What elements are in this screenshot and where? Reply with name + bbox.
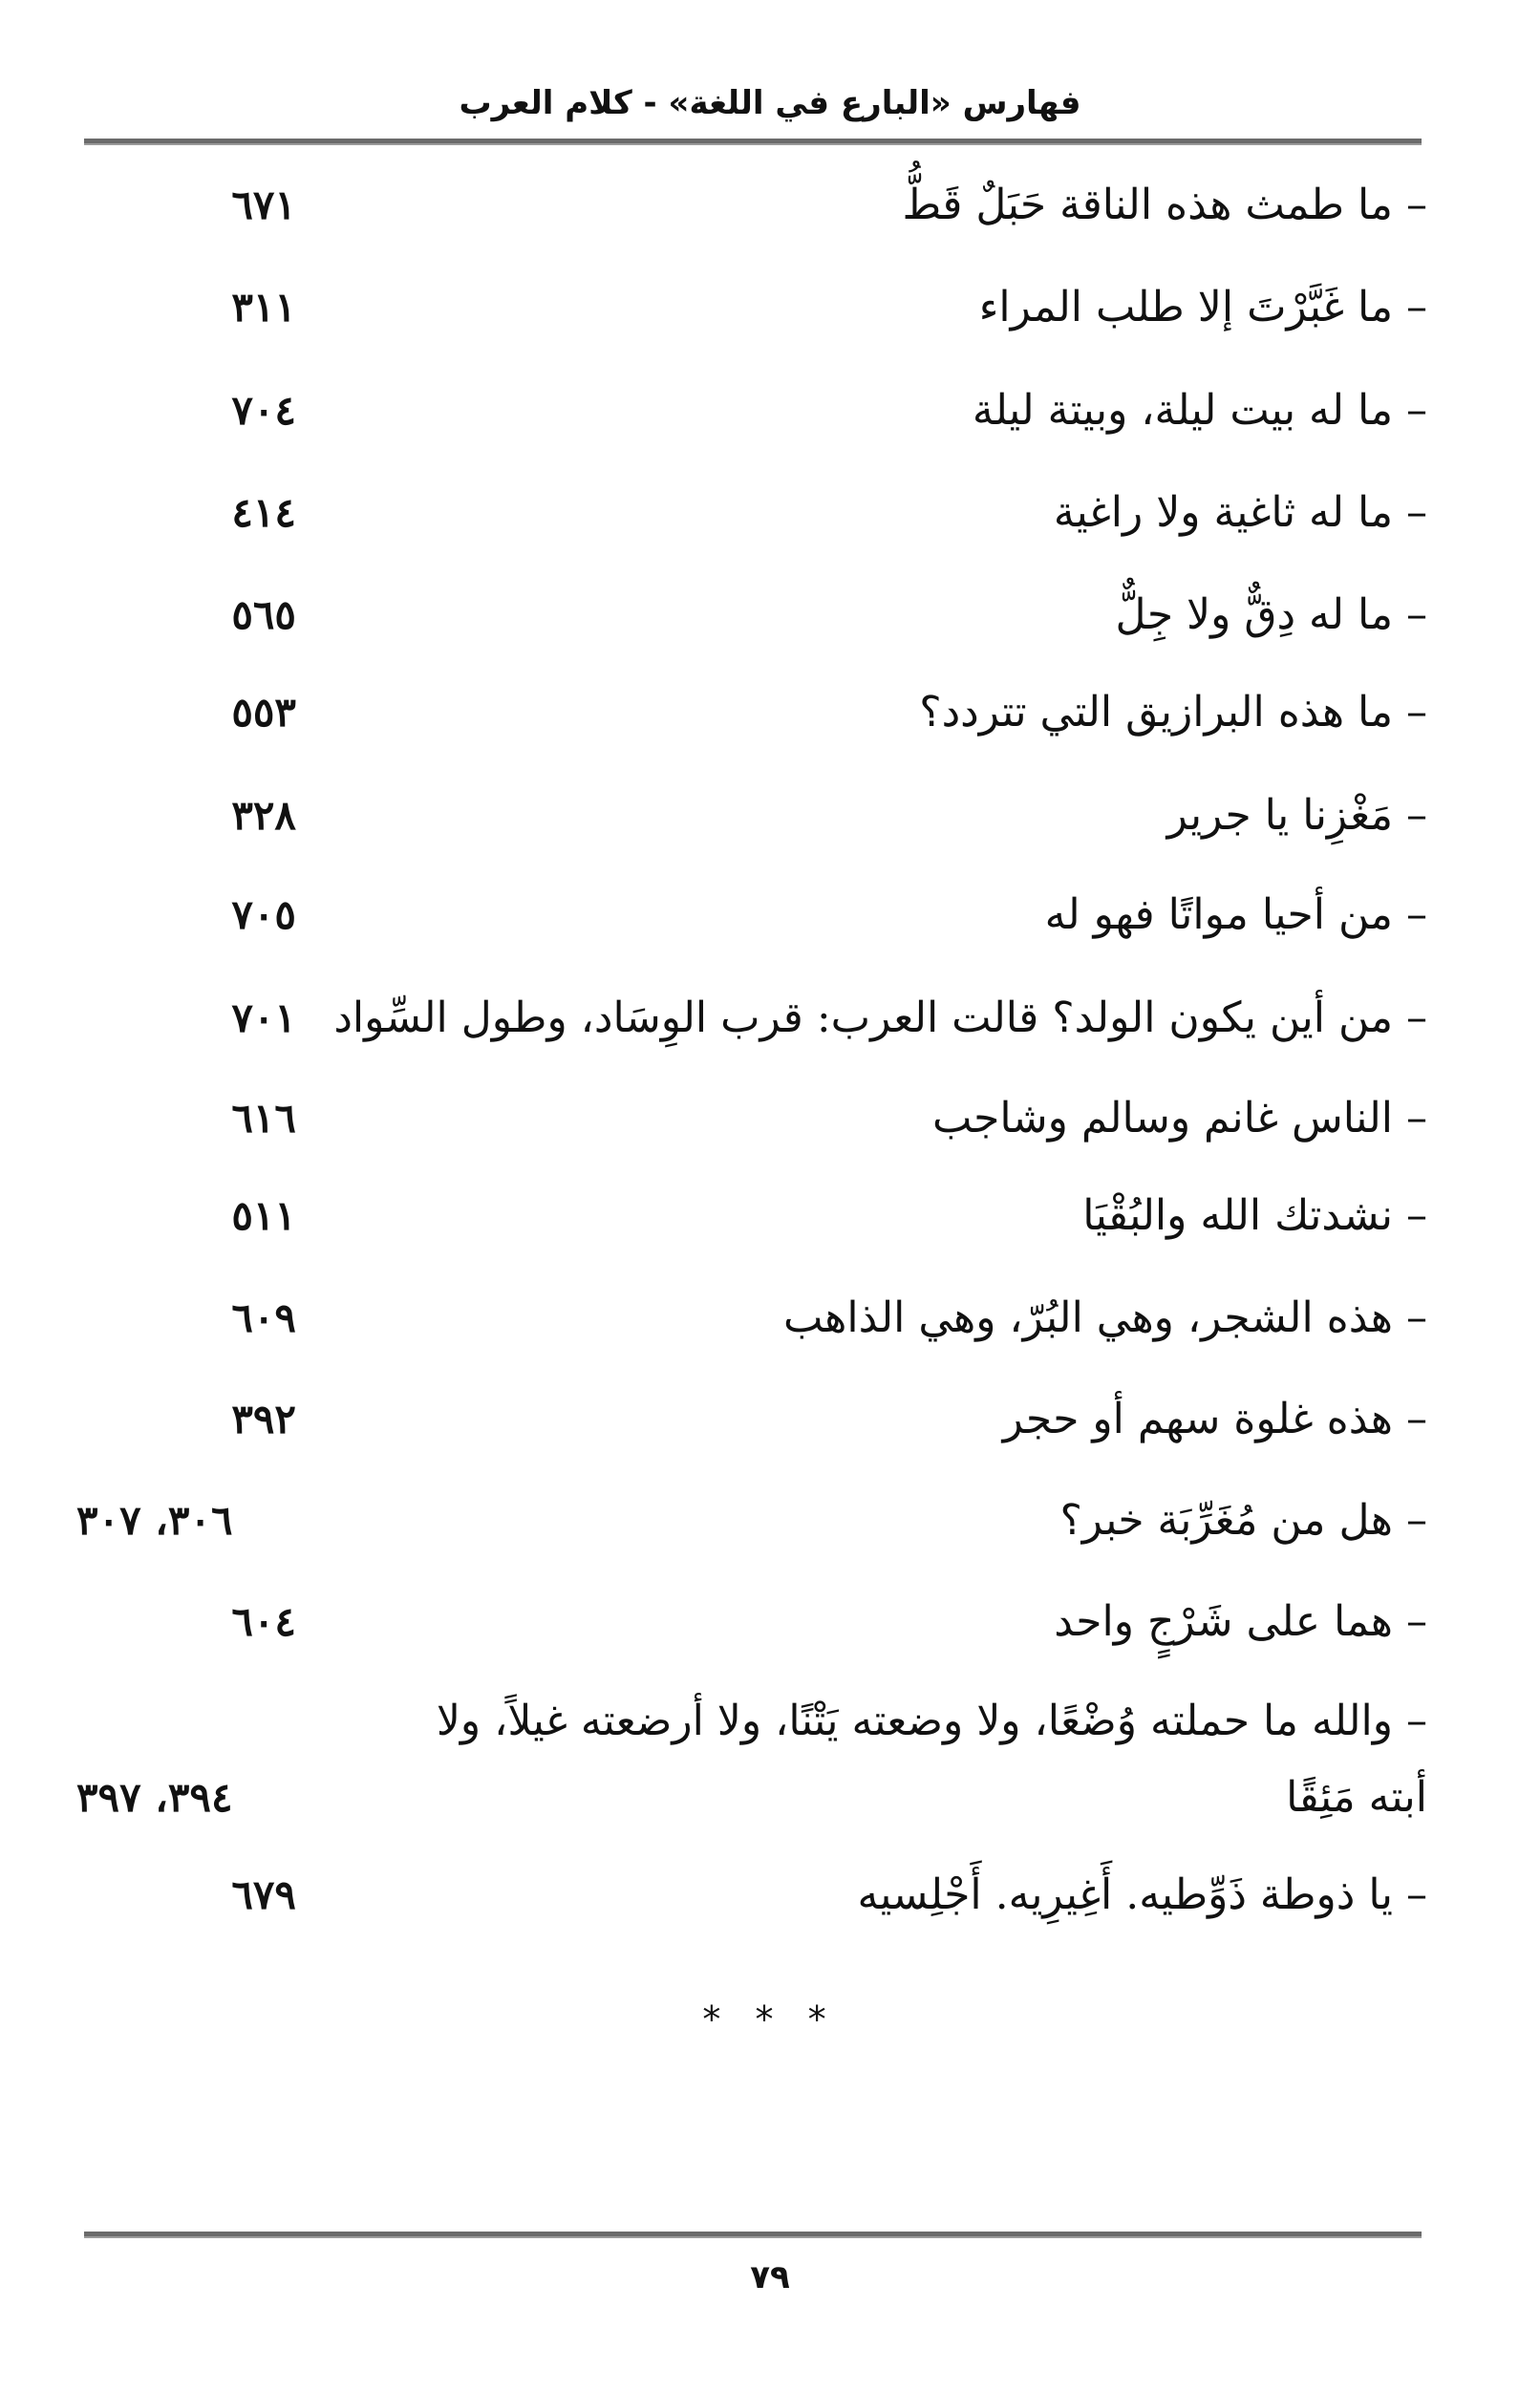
- index-entry: [0, 1584, 1540, 1660]
- entry-text: [300, 1683, 1427, 1836]
- index-entry: [0, 1381, 1540, 1458]
- index-entry: [0, 1178, 1540, 1254]
- index-entry: [0, 167, 1540, 244]
- entry-pages: ٧٠٤: [231, 387, 296, 434]
- entry-pages: ٣٢٨: [231, 792, 296, 839]
- entry-text: – ما غَبَّرْتَ إلا طلب المراء: [978, 283, 1427, 331]
- entry-pages: ٦٠٩: [231, 1294, 296, 1341]
- entry-pages: ٥١١: [231, 1192, 296, 1239]
- entry-text: – هل من مُغَرِّبَة خبر؟: [1059, 1496, 1427, 1545]
- entry-pages: ٥٥٣: [231, 689, 296, 736]
- index-entry: [0, 980, 1540, 1057]
- index-entry: [0, 269, 1540, 346]
- entry-text: – ما له بيت ليلة، وبيتة ليلة: [972, 386, 1427, 435]
- entry-pages: ٥٦٥: [231, 591, 296, 638]
- index-entry: [0, 1683, 1540, 1836]
- index-entry: [0, 475, 1540, 551]
- index-entry: [0, 1857, 1540, 1933]
- entry-text: – هذه الشجر، وهي البُرّ، وهي الذاهب: [782, 1293, 1427, 1342]
- entry-text: – الناس غانم وسالم وشاجب: [931, 1094, 1427, 1143]
- entry-text: – من أين يكون الولد؟ قالت العرب: قرب الوِسَاد، وطول السِّواد: [333, 993, 1427, 1042]
- entry-pages: ٤١٤: [231, 489, 296, 536]
- index-entry: [0, 1483, 1540, 1559]
- footer-rule: [84, 2232, 1422, 2238]
- index-entry: [0, 1080, 1540, 1157]
- index-entry: [0, 373, 1540, 449]
- running-header: فهارس «البارع في اللغة» - كلام العرب: [459, 84, 1081, 122]
- index-entry: [0, 1280, 1540, 1356]
- index-entry: [0, 877, 1540, 953]
- entry-pages: ٦٧٩: [231, 1871, 296, 1918]
- entry-pages: ٧٠١: [231, 994, 296, 1041]
- entry-text: – نشدتك الله والبُقْيَا: [1082, 1191, 1427, 1240]
- entry-text: – ما له ثاغية ولا راغية: [1053, 488, 1427, 537]
- index-entry: [0, 577, 1540, 653]
- entry-text: – هذه غلوة سهم أو حجر: [1002, 1395, 1427, 1443]
- entry-text: – هما على شَرْجٍ واحد: [1054, 1597, 1427, 1646]
- entry-pages: ٣٩٤، ٣٩٧: [76, 1774, 233, 1821]
- section-separator: * * *: [702, 1998, 838, 2040]
- entry-pages: ٦٠٤: [231, 1598, 296, 1645]
- page-number: ٧٩: [750, 2258, 790, 2296]
- entry-text: – مَغْزِنا يا جرير: [1166, 791, 1427, 840]
- entry-pages: ٦٧١: [231, 182, 296, 228]
- index-entry: [0, 674, 1540, 751]
- entry-text: – يا ذوطة ذَوِّطيه. أَغِيرِيه. أَجْلِسيه: [857, 1870, 1427, 1919]
- entry-pages: ٧٠٥: [231, 891, 296, 938]
- entry-pages: ٣٠٦، ٣٠٧: [76, 1497, 233, 1544]
- entry-text: – ما طمث هذه الناقة حَبَلٌ قَطُّ: [902, 181, 1427, 229]
- entry-text: – من أحيا مواتًا فهو له: [1044, 890, 1427, 939]
- entry-text: – ما له دِقٌّ ولا جِلٌّ: [1115, 590, 1427, 639]
- index-entry: [0, 778, 1540, 854]
- entry-text: – ما هذه البرازيق التي تتردد؟: [919, 688, 1427, 737]
- entry-text-line1: – والله ما حملته وُضْعًا، ولا وضعته يَتْنًا، ولا أرضعته غيلاً، ولا: [436, 1697, 1427, 1745]
- entry-text-line2: أبته مَئِقًا: [1286, 1773, 1427, 1822]
- entry-pages: ٦١٦: [231, 1095, 296, 1142]
- entry-pages: ٣٩٢: [231, 1396, 296, 1442]
- entry-pages: ٣١١: [231, 284, 296, 331]
